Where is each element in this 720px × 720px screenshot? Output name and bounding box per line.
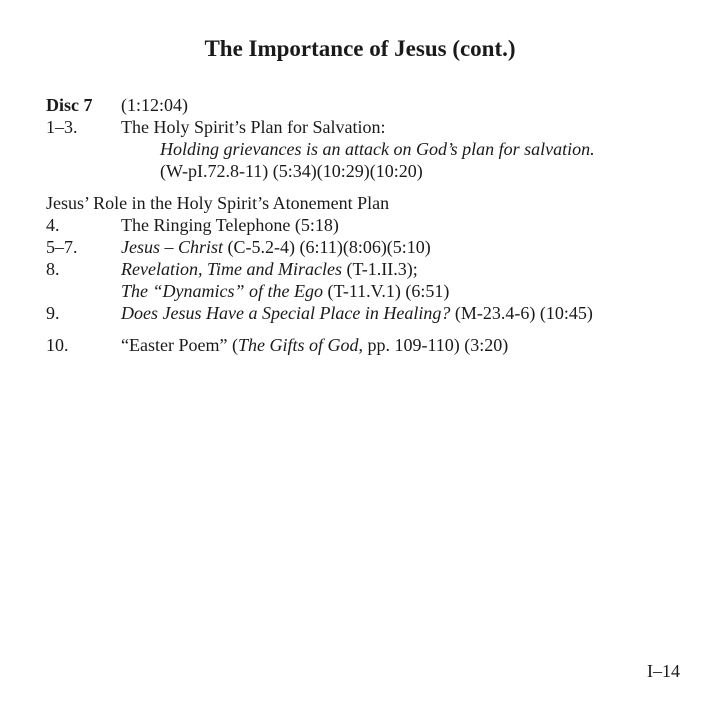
item-rest: (C-5.2-4) (6:11)(8:06)(5:10) bbox=[223, 237, 431, 257]
list-item-continuation bbox=[46, 280, 706, 302]
list-item bbox=[46, 116, 706, 138]
item-number: 10. bbox=[46, 335, 69, 355]
page-number: I–14 bbox=[647, 661, 680, 681]
item-text bbox=[121, 258, 418, 280]
item-title: The “Dynamics” of the Ego bbox=[121, 281, 323, 301]
disc-label: Disc 7 bbox=[46, 95, 93, 115]
list-item-continuation bbox=[46, 138, 706, 160]
section-heading-text: Jesus’ Role in the Holy Spirit’s Atonement Plan bbox=[46, 193, 390, 213]
item-pre: “Easter Poem” ( bbox=[121, 335, 238, 355]
list-item bbox=[46, 236, 706, 258]
list-item bbox=[46, 214, 706, 236]
item-rest: (M-23.4-6) (10:45) bbox=[450, 303, 593, 323]
item-number: 9. bbox=[46, 303, 60, 323]
item-text bbox=[121, 334, 508, 356]
disc-duration: (1:12:04) bbox=[121, 95, 188, 115]
item-number: 8. bbox=[46, 259, 60, 279]
item-heading: The Holy Spirit’s Plan for Salvation: bbox=[121, 117, 386, 137]
item-title: The Gifts of God bbox=[237, 335, 359, 355]
section-heading bbox=[46, 192, 706, 214]
list-item bbox=[46, 258, 706, 280]
list-item bbox=[46, 334, 706, 356]
item-text: The Ringing Telephone (5:18) bbox=[121, 215, 339, 235]
disc-header bbox=[46, 94, 706, 116]
item-text bbox=[121, 280, 449, 302]
item-number: 5–7. bbox=[46, 237, 78, 257]
list-item bbox=[46, 302, 706, 324]
list-item-continuation bbox=[46, 160, 706, 182]
item-reference: (W-pI.72.8-11) (5:34)(10:29)(10:20) bbox=[160, 161, 423, 181]
item-rest: (T-11.V.1) (6:51) bbox=[323, 281, 450, 301]
item-title: Jesus – Christ bbox=[121, 237, 224, 257]
item-number: 4. bbox=[46, 215, 60, 235]
item-text bbox=[121, 302, 593, 324]
item-title: Revelation, Time and Miracles bbox=[121, 259, 342, 279]
item-number: 1–3. bbox=[46, 117, 78, 137]
item-rest: (T-1.II.3); bbox=[341, 259, 418, 279]
item-title: Does Jesus Have a Special Place in Healing? bbox=[121, 303, 451, 323]
item-post: , pp. 109-110) (3:20) bbox=[358, 335, 509, 355]
track-listing bbox=[46, 94, 706, 356]
page-title: The Importance of Jesus (cont.) bbox=[204, 36, 516, 61]
item-quote: Holding grievances is an attack on God’s plan for salvation. bbox=[160, 139, 595, 159]
item-text bbox=[121, 236, 431, 258]
